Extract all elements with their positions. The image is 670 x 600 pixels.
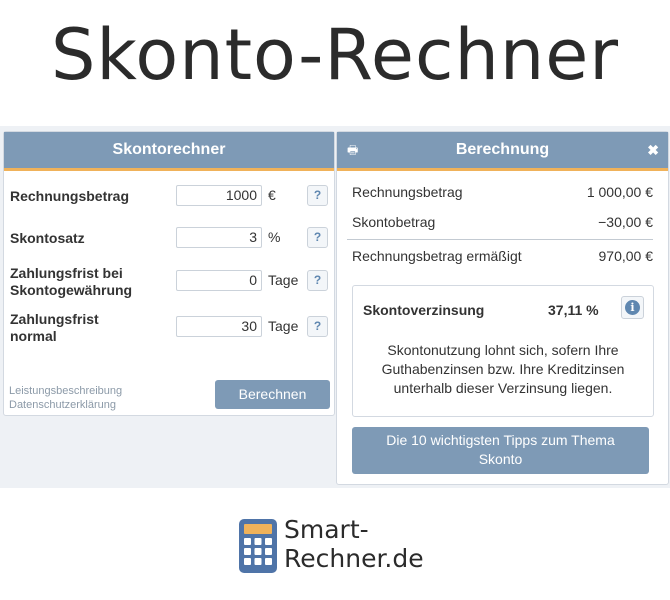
divider [347, 239, 653, 240]
result-value: 970,00 € [598, 248, 653, 264]
zahlungsfrist-normal-input[interactable]: 30 [176, 316, 262, 337]
button-line: Die 10 wichtigsten Tipps zum Thema [386, 432, 615, 448]
result-value: −30,00 € [598, 214, 653, 230]
field-label-skontosatz: Skontosatz [10, 230, 85, 246]
help-button[interactable]: ? [307, 270, 328, 291]
brand-text [284, 515, 424, 573]
unit-tage: Tage [268, 318, 299, 334]
berechnung-panel [336, 131, 669, 485]
result-label: Skontobetrag [352, 214, 436, 230]
berechnen-button[interactable]: Berechnen [215, 380, 330, 409]
result-label: Rechnungsbetrag [352, 184, 463, 200]
label-line: Skontogewährung [10, 282, 133, 298]
result-label: Rechnungsbetrag ermäßigt [352, 248, 522, 264]
brand-line: Smart- [284, 515, 369, 544]
brand-line: Rechner.de [284, 544, 424, 573]
unit-percent: % [268, 229, 281, 245]
calculator-stage [0, 126, 670, 488]
label-line: normal [10, 328, 57, 344]
result-value: 1 000,00 € [586, 184, 653, 200]
result-row [352, 248, 653, 264]
field-label-rechnungsbetrag: Rechnungsbetrag [10, 188, 130, 204]
result-row [352, 184, 653, 200]
skontorechner-panel [3, 131, 335, 416]
help-button[interactable]: ? [307, 185, 328, 206]
skontoverzinsung-box [352, 285, 654, 417]
result-row [352, 214, 653, 230]
hint-line: unterhalb dieser Verzinsung liegen. [393, 380, 613, 396]
button-line: Skonto [478, 451, 523, 467]
help-button[interactable]: ? [307, 316, 328, 337]
print-icon[interactable]: 🖶 [347, 143, 359, 157]
datenschutz-link[interactable]: Datenschutzerklärung [9, 399, 117, 411]
info-icon: i [625, 300, 640, 315]
calculator-icon [238, 518, 278, 574]
field-label-zahlungsfrist-skonto [10, 265, 132, 299]
help-button[interactable]: ? [307, 227, 328, 248]
unit-euro: € [268, 187, 276, 203]
label-line: Zahlungsfrist bei [10, 265, 123, 281]
hint-line: Guthabenzinsen bzw. Ihre Kreditzinsen [381, 361, 625, 377]
panel-title: Skontorechner [4, 132, 334, 171]
tipps-button[interactable] [352, 427, 649, 474]
leistungsbeschreibung-link[interactable]: Leistungsbeschreibung [9, 385, 123, 397]
skontosatz-input[interactable]: 3 [176, 227, 262, 248]
unit-tage: Tage [268, 272, 299, 288]
info-button[interactable] [621, 296, 644, 319]
hint-text [353, 341, 653, 398]
field-label-zahlungsfrist-normal [10, 311, 99, 345]
skontoverzinsung-value: 37,11 % [548, 302, 599, 318]
close-icon[interactable]: ✖ [647, 142, 659, 158]
page-title: Skonto-Rechner [50, 14, 620, 96]
skontoverzinsung-label: Skontoverzinsung [363, 302, 485, 318]
rechnungsbetrag-input[interactable]: 1000 [176, 185, 262, 206]
panel-title: Berechnung [455, 141, 550, 158]
hint-line: Skontonutzung lohnt sich, sofern Ihre [387, 342, 619, 358]
brand-logo [238, 515, 438, 578]
label-line: Zahlungsfrist [10, 311, 99, 327]
panel-header [337, 132, 668, 171]
zahlungsfrist-skonto-input[interactable]: 0 [176, 270, 262, 291]
